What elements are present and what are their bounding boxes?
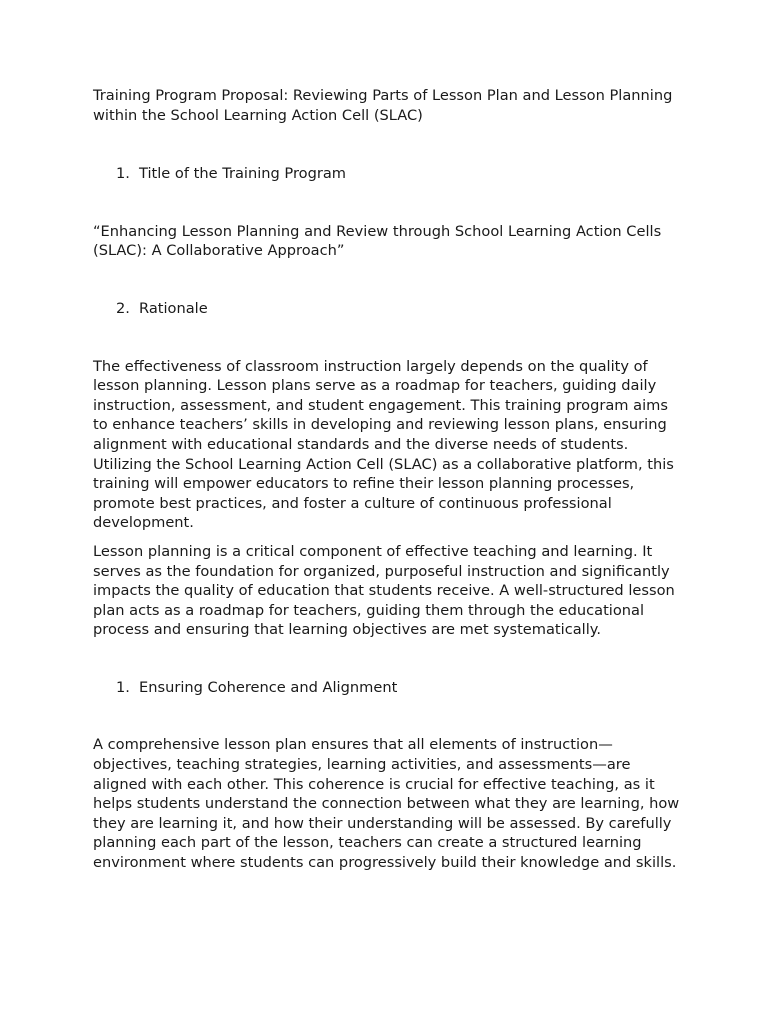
section-number: 2. bbox=[116, 299, 130, 317]
spacer bbox=[93, 697, 685, 735]
spacer bbox=[93, 640, 685, 678]
program-title-paragraph: “Enhancing Lesson Planning and Review through School Learning Action Cells (SLAC): A Collaborative Approach” bbox=[93, 222, 662, 260]
section-heading-rationale bbox=[93, 299, 685, 319]
section-heading-title-of-program bbox=[93, 164, 685, 184]
rationale-paragraph-1: The effectiveness of classroom instruction largely depends on the quality of lesson planning. Lesson plans serve as a roadmap for teachers, guiding daily instruction, assessment, and student engagement. This training program aims to enhance teachers’ skills in developing and reviewing lesson plans, ensuring alignment with educational standards and the diverse needs of students. Utilizing the School Learning Action Cell (SLAC) as a collaborative platform, this training will empower educators to refine their lesson planning processes, promote best practices, and foster a culture of continuous professional development. bbox=[93, 357, 674, 532]
spacer bbox=[93, 319, 685, 357]
section-heading-coherence-alignment bbox=[93, 678, 685, 698]
section-number: 1. bbox=[116, 165, 130, 183]
spacer bbox=[93, 533, 685, 542]
coherence-paragraph: A comprehensive lesson plan ensures that all elements of instruction—objectives, teaching strategies, learning activities, and assessments—are aligned with each other. This coherence is crucial for effective teaching, as it helps students understand the connection between what they are learning, how they are learning it, and how their understanding will be assessed. By carefully planning each part of the lesson, teachers can create a structured learning environment where students can progressively build their knowledge and skills. bbox=[93, 736, 680, 872]
section-heading-text: Rationale bbox=[139, 299, 208, 317]
spacer bbox=[93, 125, 685, 164]
rationale-paragraph-2: Lesson planning is a critical component of effective teaching and learning. It serves as the foundation for organized, purposeful instruction and significantly impacts the quality of education that students receive. A well-structured lesson plan acts as a roadmap for teachers, guiding them through the educational process and ensuring that learning objectives are met systematically. bbox=[93, 542, 675, 639]
spacer bbox=[93, 184, 685, 222]
section-heading-text: Title of the Training Program bbox=[139, 165, 347, 183]
section-heading-text: Ensuring Coherence and Alignment bbox=[139, 678, 398, 696]
spacer bbox=[93, 261, 685, 299]
section-number: 1. bbox=[116, 678, 130, 696]
document-content bbox=[93, 86, 685, 873]
document-title: Training Program Proposal: Reviewing Parts of Lesson Plan and Lesson Planning within the School Learning Action Cell (SLAC) bbox=[93, 87, 673, 124]
